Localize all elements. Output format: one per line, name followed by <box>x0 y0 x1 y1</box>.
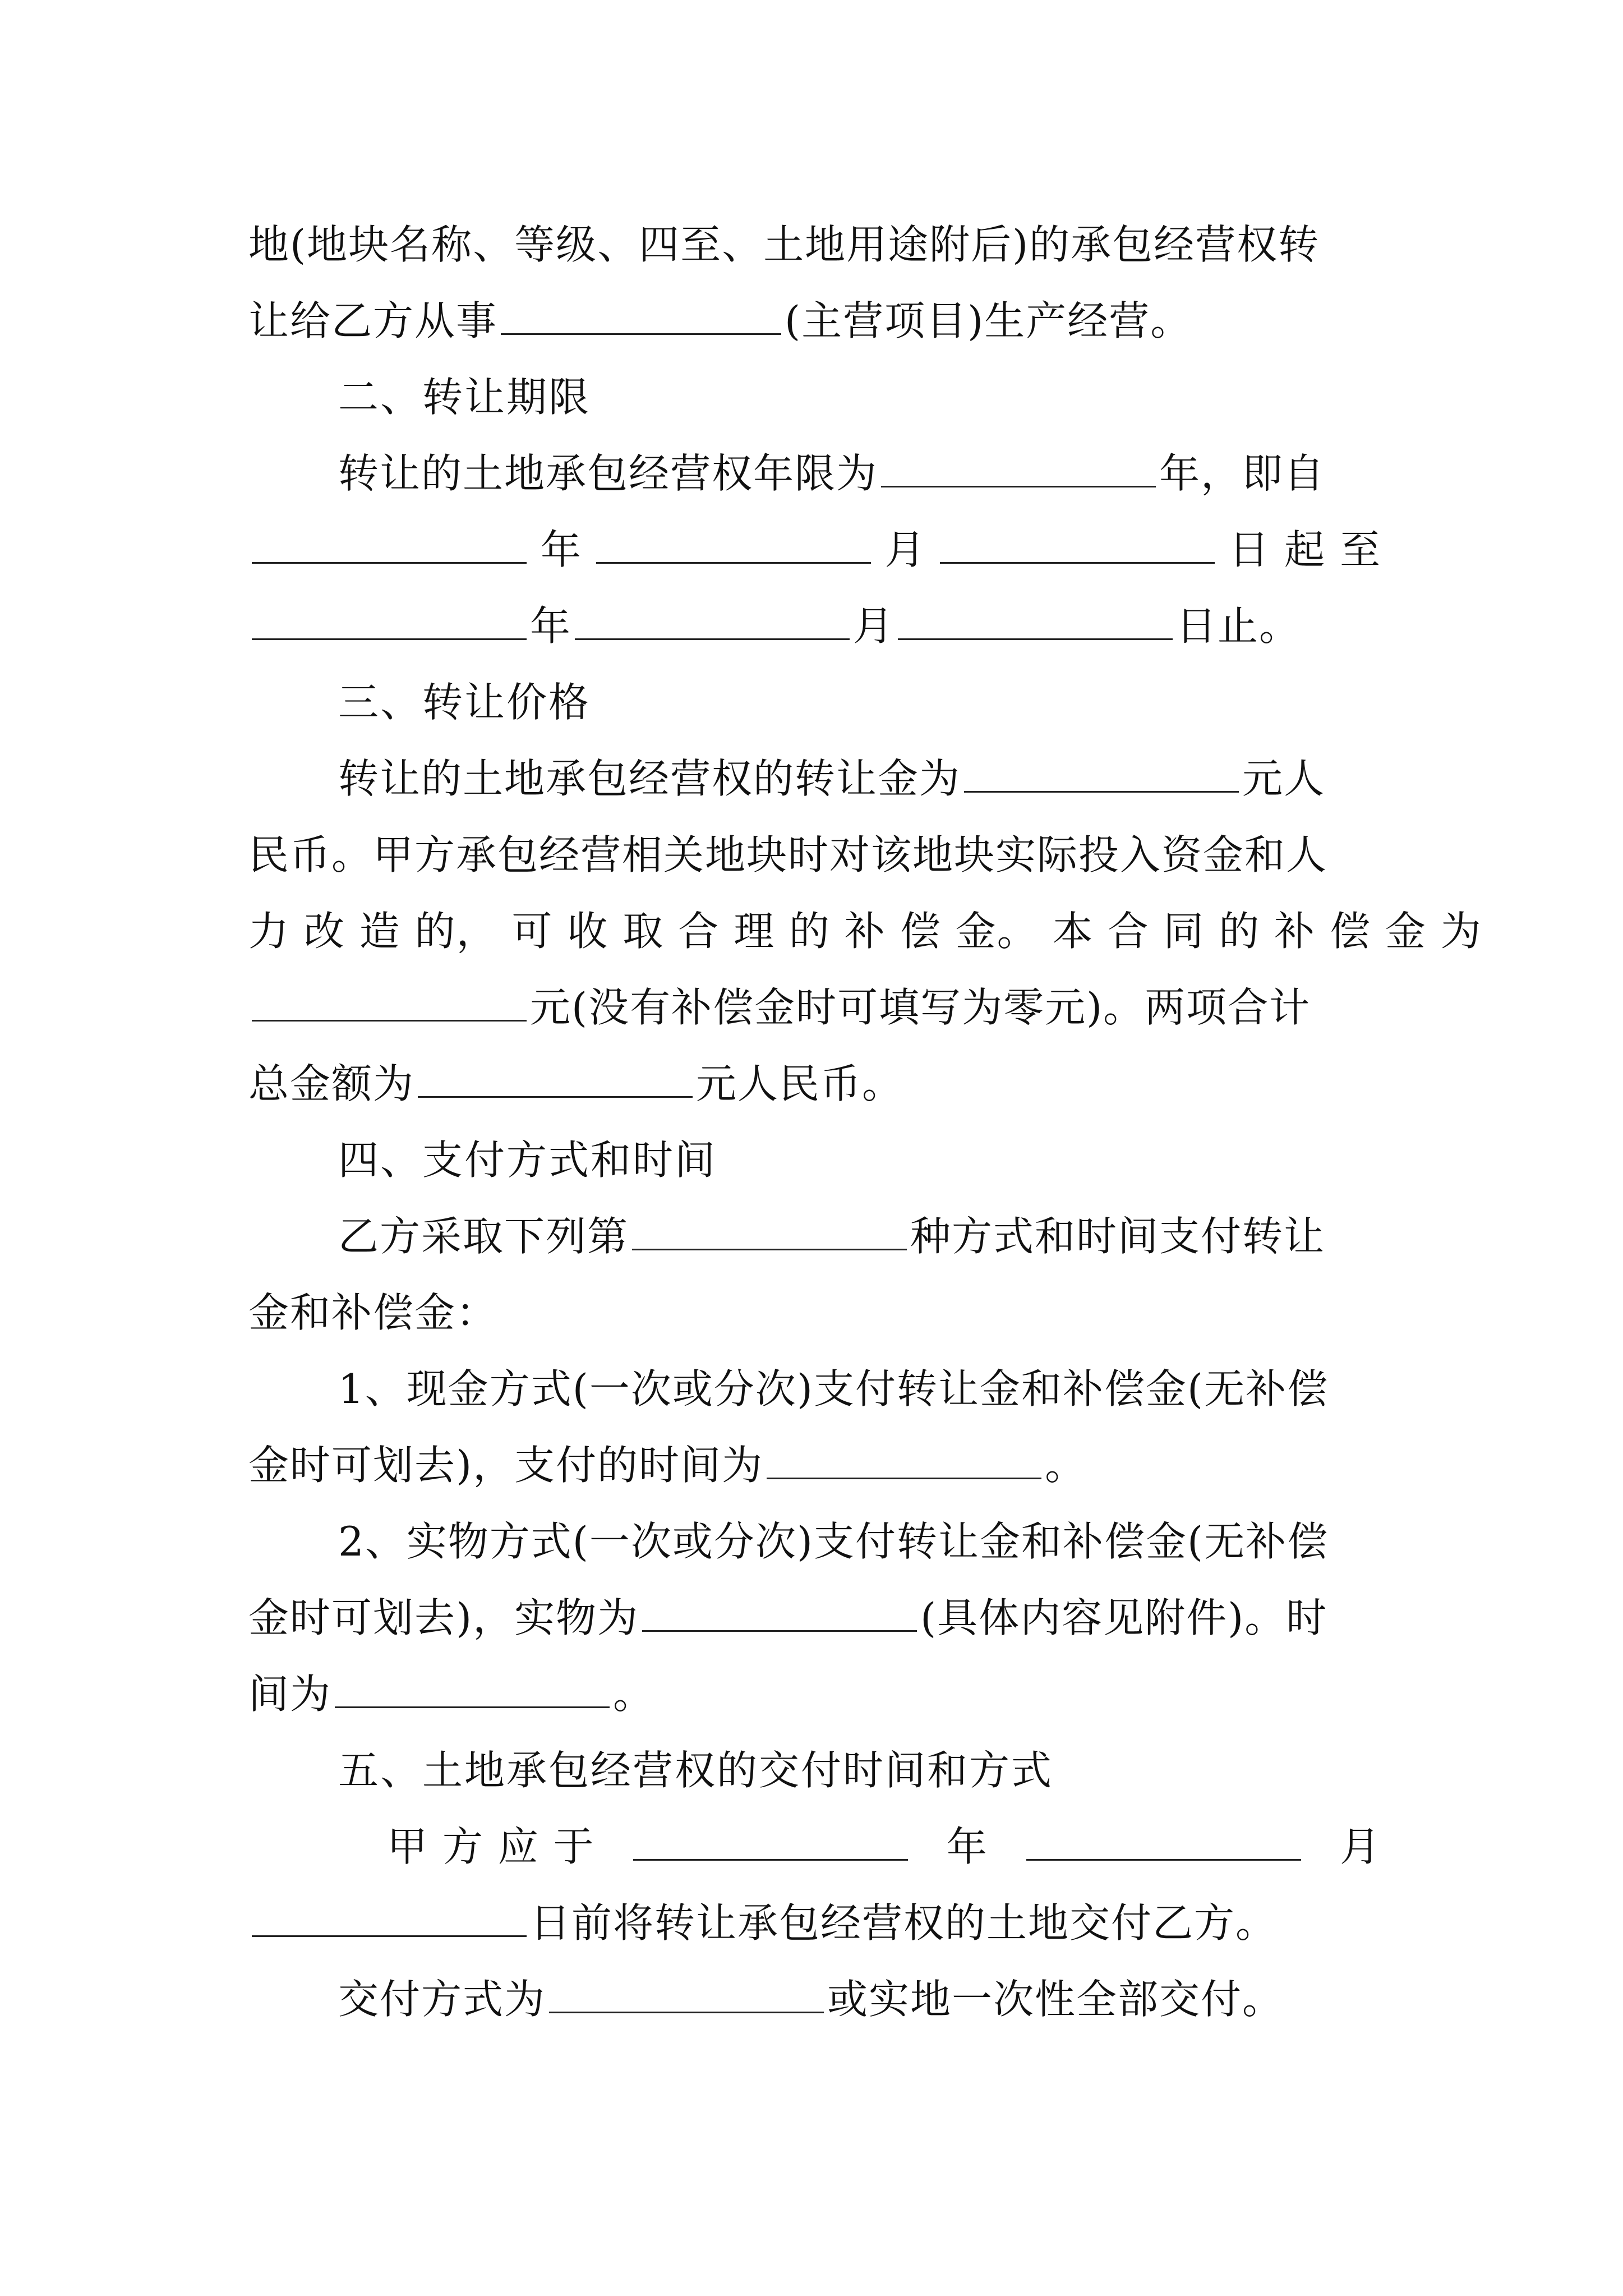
text-segment: 元(没有补偿金时可填写为零元)。两项合计 <box>530 984 1311 1031</box>
paragraph-line <box>338 440 1381 507</box>
fill-in-blank-years[interactable] <box>881 451 1156 487</box>
fill-in-blank-compensation[interactable] <box>252 985 527 1022</box>
fill-in-blank-delivery-day[interactable] <box>252 1901 527 1937</box>
fill-in-blank-delivery-month[interactable] <box>1026 1824 1301 1861</box>
fill-in-blank-payment-option[interactable] <box>632 1214 907 1250</box>
text-segment: 种方式和时间支付转让 <box>910 1213 1326 1260</box>
paragraph-line <box>338 1203 1381 1270</box>
text-segment: 乙方采取下列第 <box>338 1213 629 1260</box>
text-segment: 年 <box>530 602 572 650</box>
paragraph-line <box>248 1660 1381 1728</box>
text-segment: (主营项目)生产经营。 <box>785 297 1192 344</box>
fill-in-blank-start-month[interactable] <box>596 527 871 564</box>
paragraph-line <box>248 1584 1381 1651</box>
fill-in-blank-end-month[interactable] <box>575 604 850 640</box>
text-segment: 日 起 至 <box>1229 526 1381 573</box>
paragraph-line <box>248 287 1381 355</box>
text-segment: 转让的土地承包经营权年限为 <box>338 450 878 497</box>
heading-text: 四、支付方式和时间 <box>338 1137 717 1184</box>
text-segment: 元人 <box>1242 755 1326 802</box>
paragraph-line <box>248 211 1381 278</box>
paragraph-line <box>338 1355 1381 1423</box>
text-segment: 月 <box>884 526 926 573</box>
fill-in-blank-transfer-fee[interactable] <box>964 756 1239 793</box>
paragraph-line <box>248 1889 1381 1957</box>
fill-in-blank-main-project[interactable] <box>501 298 781 335</box>
section-heading-delivery <box>338 1737 1381 1804</box>
fill-in-blank-in-kind-time[interactable] <box>335 1672 610 1708</box>
fill-in-blank-delivery-method[interactable] <box>549 1977 824 2013</box>
fill-in-blank-in-kind-items[interactable] <box>642 1595 917 1632</box>
text-segment: 。 <box>1045 1442 1087 1489</box>
text-segment: 甲 方 应 于 <box>387 1823 595 1870</box>
fill-in-blank-cash-payment-time[interactable] <box>767 1443 1041 1479</box>
text-segment: 总金额为 <box>248 1060 415 1107</box>
text-segment: 或实地一次性全部交付。 <box>827 1976 1284 2023</box>
fill-in-blank-end-year[interactable] <box>252 604 527 640</box>
text-segment: 金时可划去)，支付的时间为 <box>248 1442 764 1489</box>
text-segment: 民币。甲方承包经营相关地块时对该地块实际投入资金和人 <box>248 831 1328 878</box>
text-segment: 2、实物方式(一次或分次)支付转让金和补偿金(无补偿 <box>338 1518 1329 1565</box>
paragraph-line <box>248 1050 1381 1117</box>
paragraph-line <box>338 1508 1381 1575</box>
text-segment: 地(地块名称、等级、四至、土地用途附后)的承包经营权转 <box>248 221 1320 268</box>
text-segment: 力 改 造 的， 可 收 取 合 理 的 补 偿 金。 本 合 同 的 补 偿 金 为 <box>248 908 1482 955</box>
heading-text: 二、转让期限 <box>338 374 591 421</box>
paragraph-line <box>248 516 1381 583</box>
text-segment: 间为 <box>248 1671 332 1718</box>
text-segment: 。 <box>613 1671 655 1718</box>
text-segment: (具体内容见附件)。时 <box>920 1594 1328 1641</box>
text-segment: 1、现金方式(一次或分次)支付转让金和补偿金(无补偿 <box>338 1365 1329 1412</box>
text-segment: 元人民币。 <box>696 1060 904 1107</box>
text-segment: 金时可划去)，实物为 <box>248 1594 639 1641</box>
paragraph-line <box>248 974 1381 1041</box>
heading-text: 三、转让价格 <box>338 679 591 726</box>
heading-text: 五、土地承包经营权的交付时间和方式 <box>338 1747 1054 1794</box>
text-segment: 月 <box>853 602 895 650</box>
text-segment: 转让的土地承包经营权的转让金为 <box>338 755 961 802</box>
paragraph-line <box>248 1279 1381 1346</box>
paragraph-line <box>338 745 1381 812</box>
section-heading-payment <box>338 1126 1381 1194</box>
text-segment: 年 <box>946 1823 988 1870</box>
paragraph-line <box>248 592 1381 660</box>
text-segment: 交付方式为 <box>338 1976 546 2023</box>
text-segment: 让给乙方从事 <box>248 297 498 344</box>
paragraph-line <box>248 1432 1381 1499</box>
fill-in-blank-delivery-year[interactable] <box>633 1824 908 1861</box>
text-segment: 年，即自 <box>1159 450 1326 497</box>
text-segment: 日止。 <box>1176 602 1301 650</box>
fill-in-blank-total-amount[interactable] <box>418 1061 693 1098</box>
paragraph-line <box>338 1966 1381 2033</box>
section-heading-price <box>338 669 1381 736</box>
paragraph-line <box>387 1813 1381 1880</box>
fill-in-blank-end-day[interactable] <box>898 604 1173 640</box>
section-heading-term <box>338 364 1381 431</box>
text-segment: 年 <box>540 526 582 573</box>
fill-in-blank-start-day[interactable] <box>940 527 1215 564</box>
text-segment: 月 <box>1339 1823 1381 1870</box>
fill-in-blank-start-year[interactable] <box>252 527 527 564</box>
text-segment: 日前将转让承包经营权的土地交付乙方。 <box>530 1899 1278 1947</box>
paragraph-line <box>248 898 1482 965</box>
paragraph-line <box>248 821 1381 889</box>
text-segment: 金和补偿金： <box>248 1289 498 1336</box>
